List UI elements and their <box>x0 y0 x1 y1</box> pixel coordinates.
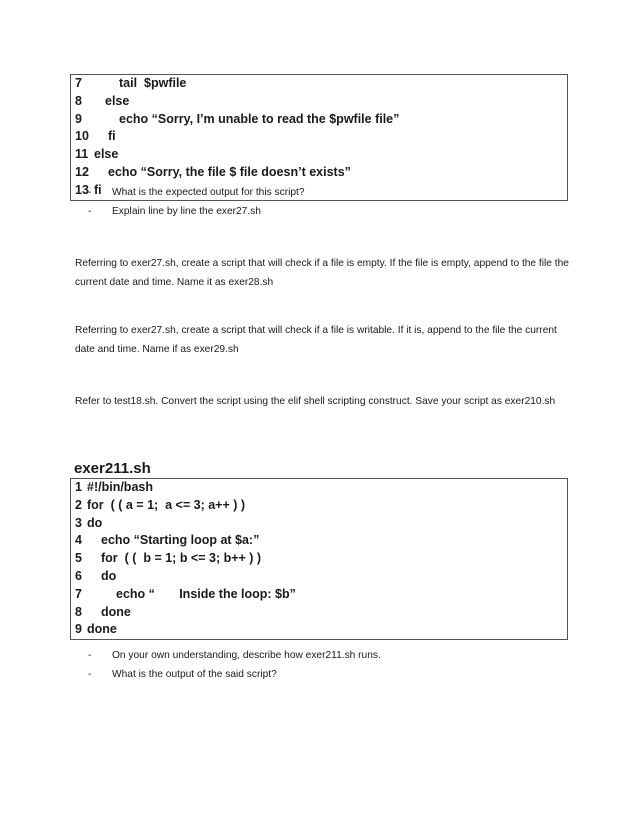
code-text: echo “Starting loop at $a:” <box>101 533 260 548</box>
code-line <box>71 128 567 146</box>
section-heading: exer211.sh <box>74 460 151 477</box>
code-text: do <box>87 515 103 530</box>
line-number: 11 <box>75 147 89 162</box>
question-text: Explain line by line the exer27.sh <box>112 206 261 217</box>
question-text: What is the output of the said script? <box>112 669 277 680</box>
code-block-exer27 <box>70 74 568 201</box>
code-text: do <box>101 568 117 583</box>
code-line <box>71 604 567 622</box>
line-number: 8 <box>75 93 82 108</box>
code-line <box>71 532 567 550</box>
code-text: tail $pwfile <box>119 76 187 90</box>
code-line <box>71 586 567 604</box>
line-number: 9 <box>75 622 82 637</box>
bullet-dash: - <box>88 650 92 661</box>
line-number: 10 <box>75 129 89 144</box>
line-number: 6 <box>75 568 82 583</box>
code-text: echo “Sorry, the file $ file doesn’t exists” <box>108 164 351 179</box>
line-number: 5 <box>75 551 82 566</box>
code-line <box>71 568 567 586</box>
line-number: 4 <box>75 533 82 548</box>
code-line <box>71 621 567 639</box>
bullet-dash: - <box>88 187 92 198</box>
line-number: 7 <box>75 586 82 601</box>
question-text: What is the expected output for this script? <box>112 187 305 198</box>
line-number: 7 <box>75 76 82 90</box>
line-number: 2 <box>75 497 82 512</box>
code-text: fi <box>108 129 116 144</box>
paragraph-exer28: Referring to exer27.sh, create a script that will check if a file is empty. If the file is empty, append to the file the current date and time. Name it as exer28.sh <box>75 258 569 288</box>
code-text: echo “ Inside the loop: $b” <box>116 586 296 601</box>
code-line <box>71 111 567 129</box>
code-line <box>71 146 567 164</box>
code-line <box>71 550 567 568</box>
line-number: 1 <box>75 480 82 494</box>
code-text: fi <box>94 182 102 197</box>
line-number: 8 <box>75 604 82 619</box>
code-text: else <box>94 147 119 162</box>
bullet-dash: - <box>88 669 92 680</box>
line-number: 12 <box>75 164 89 179</box>
code-text: for ( ( a = 1; a <= 3; a++ ) ) <box>87 497 246 512</box>
code-line <box>71 93 567 111</box>
code-text: done <box>101 604 131 619</box>
code-text: for ( ( b = 1; b <= 3; b++ ) ) <box>101 551 262 566</box>
code-line <box>71 479 567 497</box>
code-line <box>71 515 567 533</box>
line-number: 13 <box>75 182 89 197</box>
paragraph-exer29: Referring to exer27.sh, create a script that will check if a file is writable. If it is, append to the file the current date and time. Name if as exer29.sh <box>75 325 557 355</box>
code-text: else <box>105 93 130 108</box>
question-text: On your own understanding, describe how exer211.sh runs. <box>112 650 381 661</box>
line-number: 9 <box>75 111 82 126</box>
code-text: #!/bin/bash <box>87 480 153 494</box>
code-block-exer211 <box>70 478 568 640</box>
code-text: done <box>87 622 117 637</box>
code-line <box>71 75 567 93</box>
bullet-dash: - <box>88 206 92 217</box>
code-text: echo “Sorry, I’m unable to read the $pwfile file” <box>119 111 400 126</box>
code-line <box>71 497 567 515</box>
paragraph-exer210: Refer to test18.sh. Convert the script using the elif shell scripting construct. Save your script as exer210.sh <box>75 396 556 407</box>
code-line <box>71 164 567 182</box>
line-number: 3 <box>75 515 82 530</box>
